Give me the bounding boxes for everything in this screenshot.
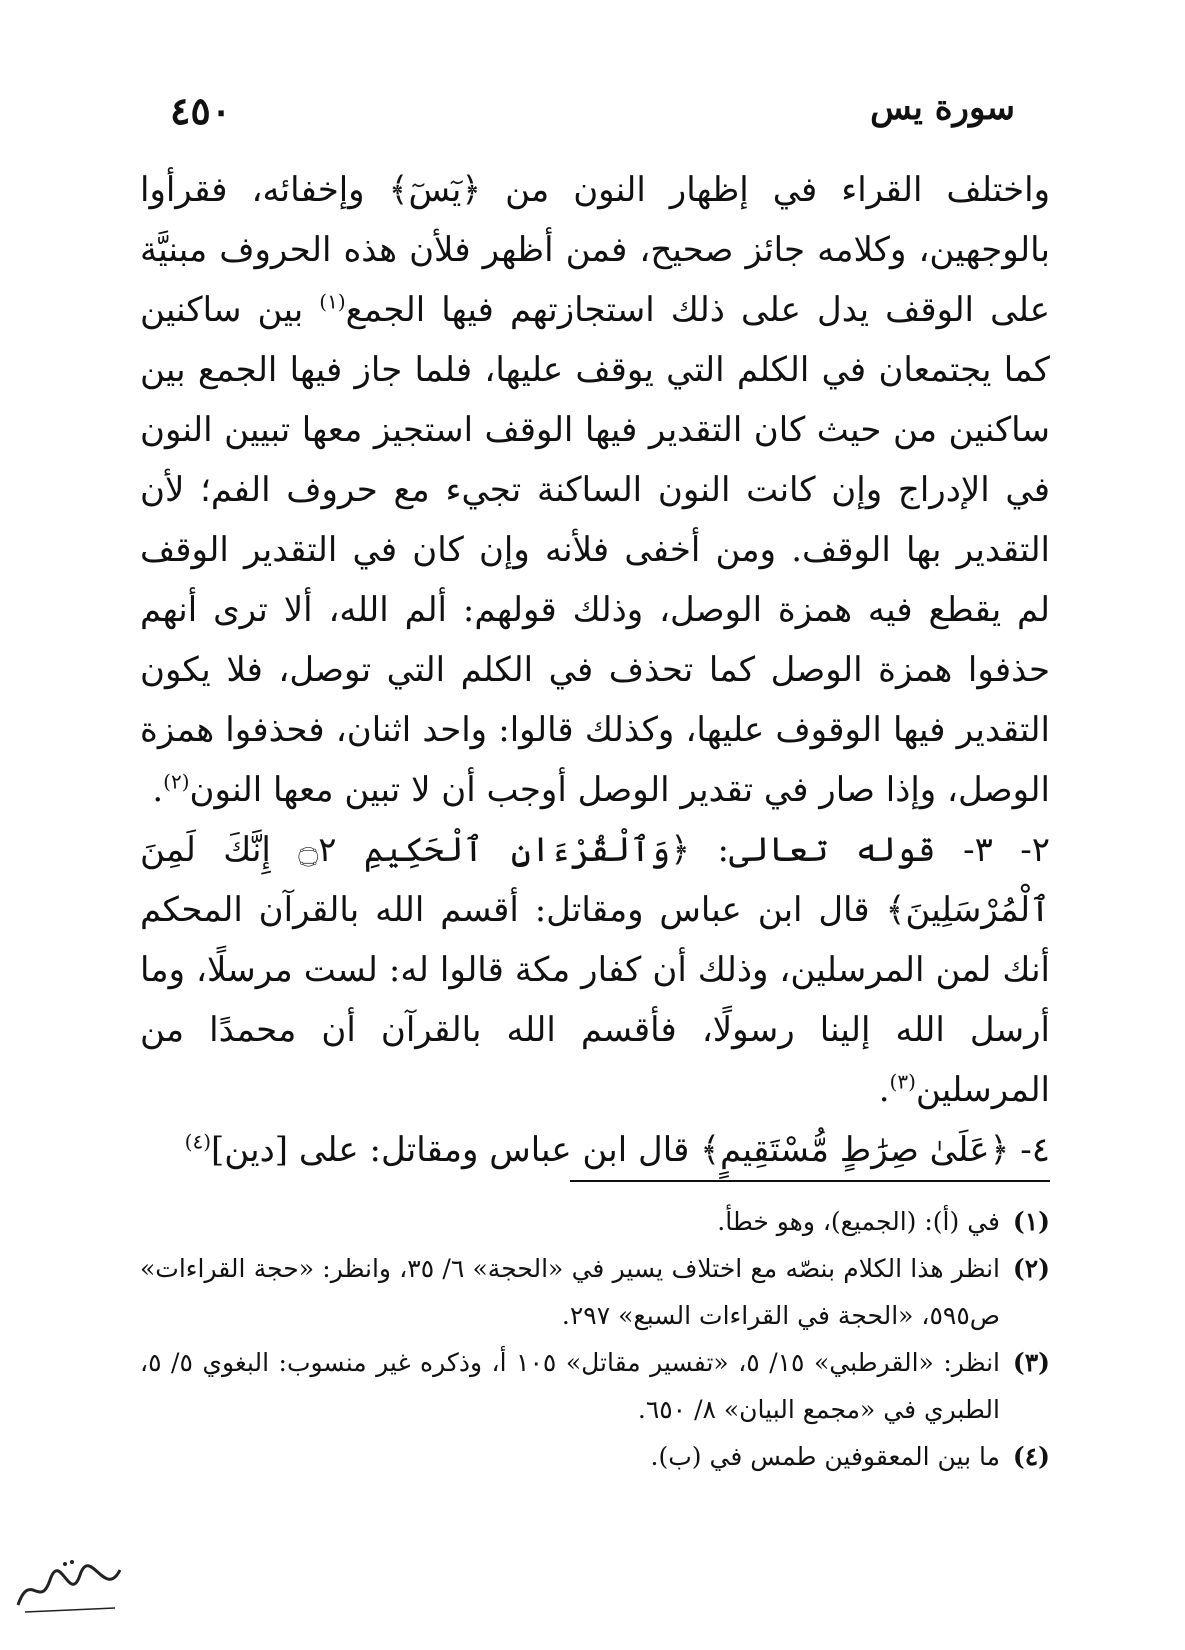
footnote-item [140, 1198, 1050, 1245]
footnote-ref: (٣) [889, 1069, 916, 1094]
page-header [170, 88, 1015, 148]
library-stamp-logo [10, 1550, 130, 1620]
paragraph-text: بين ساكنين كما يجتمعان في الكلم التي يوقف عليها، فلما جاز فيها الجمع بين ساكنين من حيث كان التقدير فيها الوقف استجيز معها تبيين النون في الإدراج وإن كانت النون الساكنة تجيء مع حروف الفم؛ لأن التقدير بها الوقف. ومن أخفى فلأنه وإن كان في التقدير الوقف لم يقطع فيه همزة الوصل، وذلك قولهم: ألم الله، ألا ترى أنهم حذفوا همزة الوصل كما تحذف في الكلم التي توصل، فلا يكون التقدير فيها الوقوف عليها، وكذلك قالوا: واحد اثنان، فحذفوا همزة الوصل، وإذا صار في تقدير الوصل أوجب أن لا تبين معها النون [140, 290, 1050, 810]
paragraph-2 [140, 820, 1050, 1120]
footnote-text: ما بين المعقوفين طمس في (ب). [650, 1442, 1000, 1471]
footnotes [140, 1198, 1050, 1480]
footnote-text: في (أ): (الجميع)، وهو خطأ. [717, 1207, 1000, 1236]
paragraph-text: . [878, 1070, 890, 1110]
footnote-text: انظر: «القرطبي» ١٥/ ٥، «تفسير مقاتل» ١٠٥ أ، وذكره غير منسوب: البغوي ٥/ ٥، الطبري في «مجمع البيان» ٨/ ٦٥٠. [140, 1348, 1000, 1424]
footnote-number: (٤) [1012, 1442, 1050, 1471]
footnote-ref: (١) [319, 289, 346, 314]
main-text [140, 160, 1050, 1180]
paragraph-3 [140, 1120, 1050, 1180]
footnote-ref: (٢) [163, 769, 190, 794]
footnote-text: انظر هذا الكلام بنصّه مع اختلاف يسير في «الحجة» ٦/ ٣٥، وانظر: «حجة القراءات» ص٥٩٥، «الحجة في القراءات السبع» ٢٩٧. [140, 1254, 1000, 1330]
paragraph-text: . [152, 770, 164, 810]
paragraph-text: واختلف القراء في إظهار النون من ﴿يٓسٓ﴾ وإخفائه، فقرأوا بالوجهين، وكلامه جائز صحيح، فمن أظهر فلأن هذه الحروف مبنيَّة على الوقف يدل على ذلك استجازتهم فيها الجمع [140, 170, 1051, 330]
footnote-number: (١) [1012, 1207, 1050, 1236]
paragraph-text: ٤- ﴿عَلَىٰ صِرَٰطٍ مُّسْتَقِيمٍ﴾ قال ابن عباس ومقاتل: على [دين] [211, 1130, 1050, 1170]
footnote-item [140, 1339, 1050, 1433]
paragraph-text: ٢- ٣- قوله تعالى: ﴿وَٱلْقُرْءَانِ ٱلْحَكِيمِ ۝٢ إِنَّكَ لَمِنَ ٱلْمُرْسَلِينَ﴾ قال ابن عباس ومقاتل: أقسم الله بالقرآن المحكم أنك لمن المرسلين، وذلك أن كفار مكة قالوا له: لست مرسلًا، وما أرسل الله إلينا رسولًا، فأقسم الله بالقرآن أن محمدًا من المرسلين [140, 830, 1051, 1110]
surah-title: سورة يس [870, 88, 1015, 128]
footnote-number: (٣) [1012, 1348, 1050, 1377]
page-number: ٤٥٠ [170, 88, 232, 133]
footnote-separator [570, 1180, 1050, 1182]
footnote-item [140, 1433, 1050, 1480]
footnote-number: (٢) [1012, 1254, 1050, 1283]
footnote-ref: (٤) [184, 1129, 212, 1154]
paragraph-1 [140, 160, 1050, 820]
footnote-item [140, 1245, 1050, 1339]
